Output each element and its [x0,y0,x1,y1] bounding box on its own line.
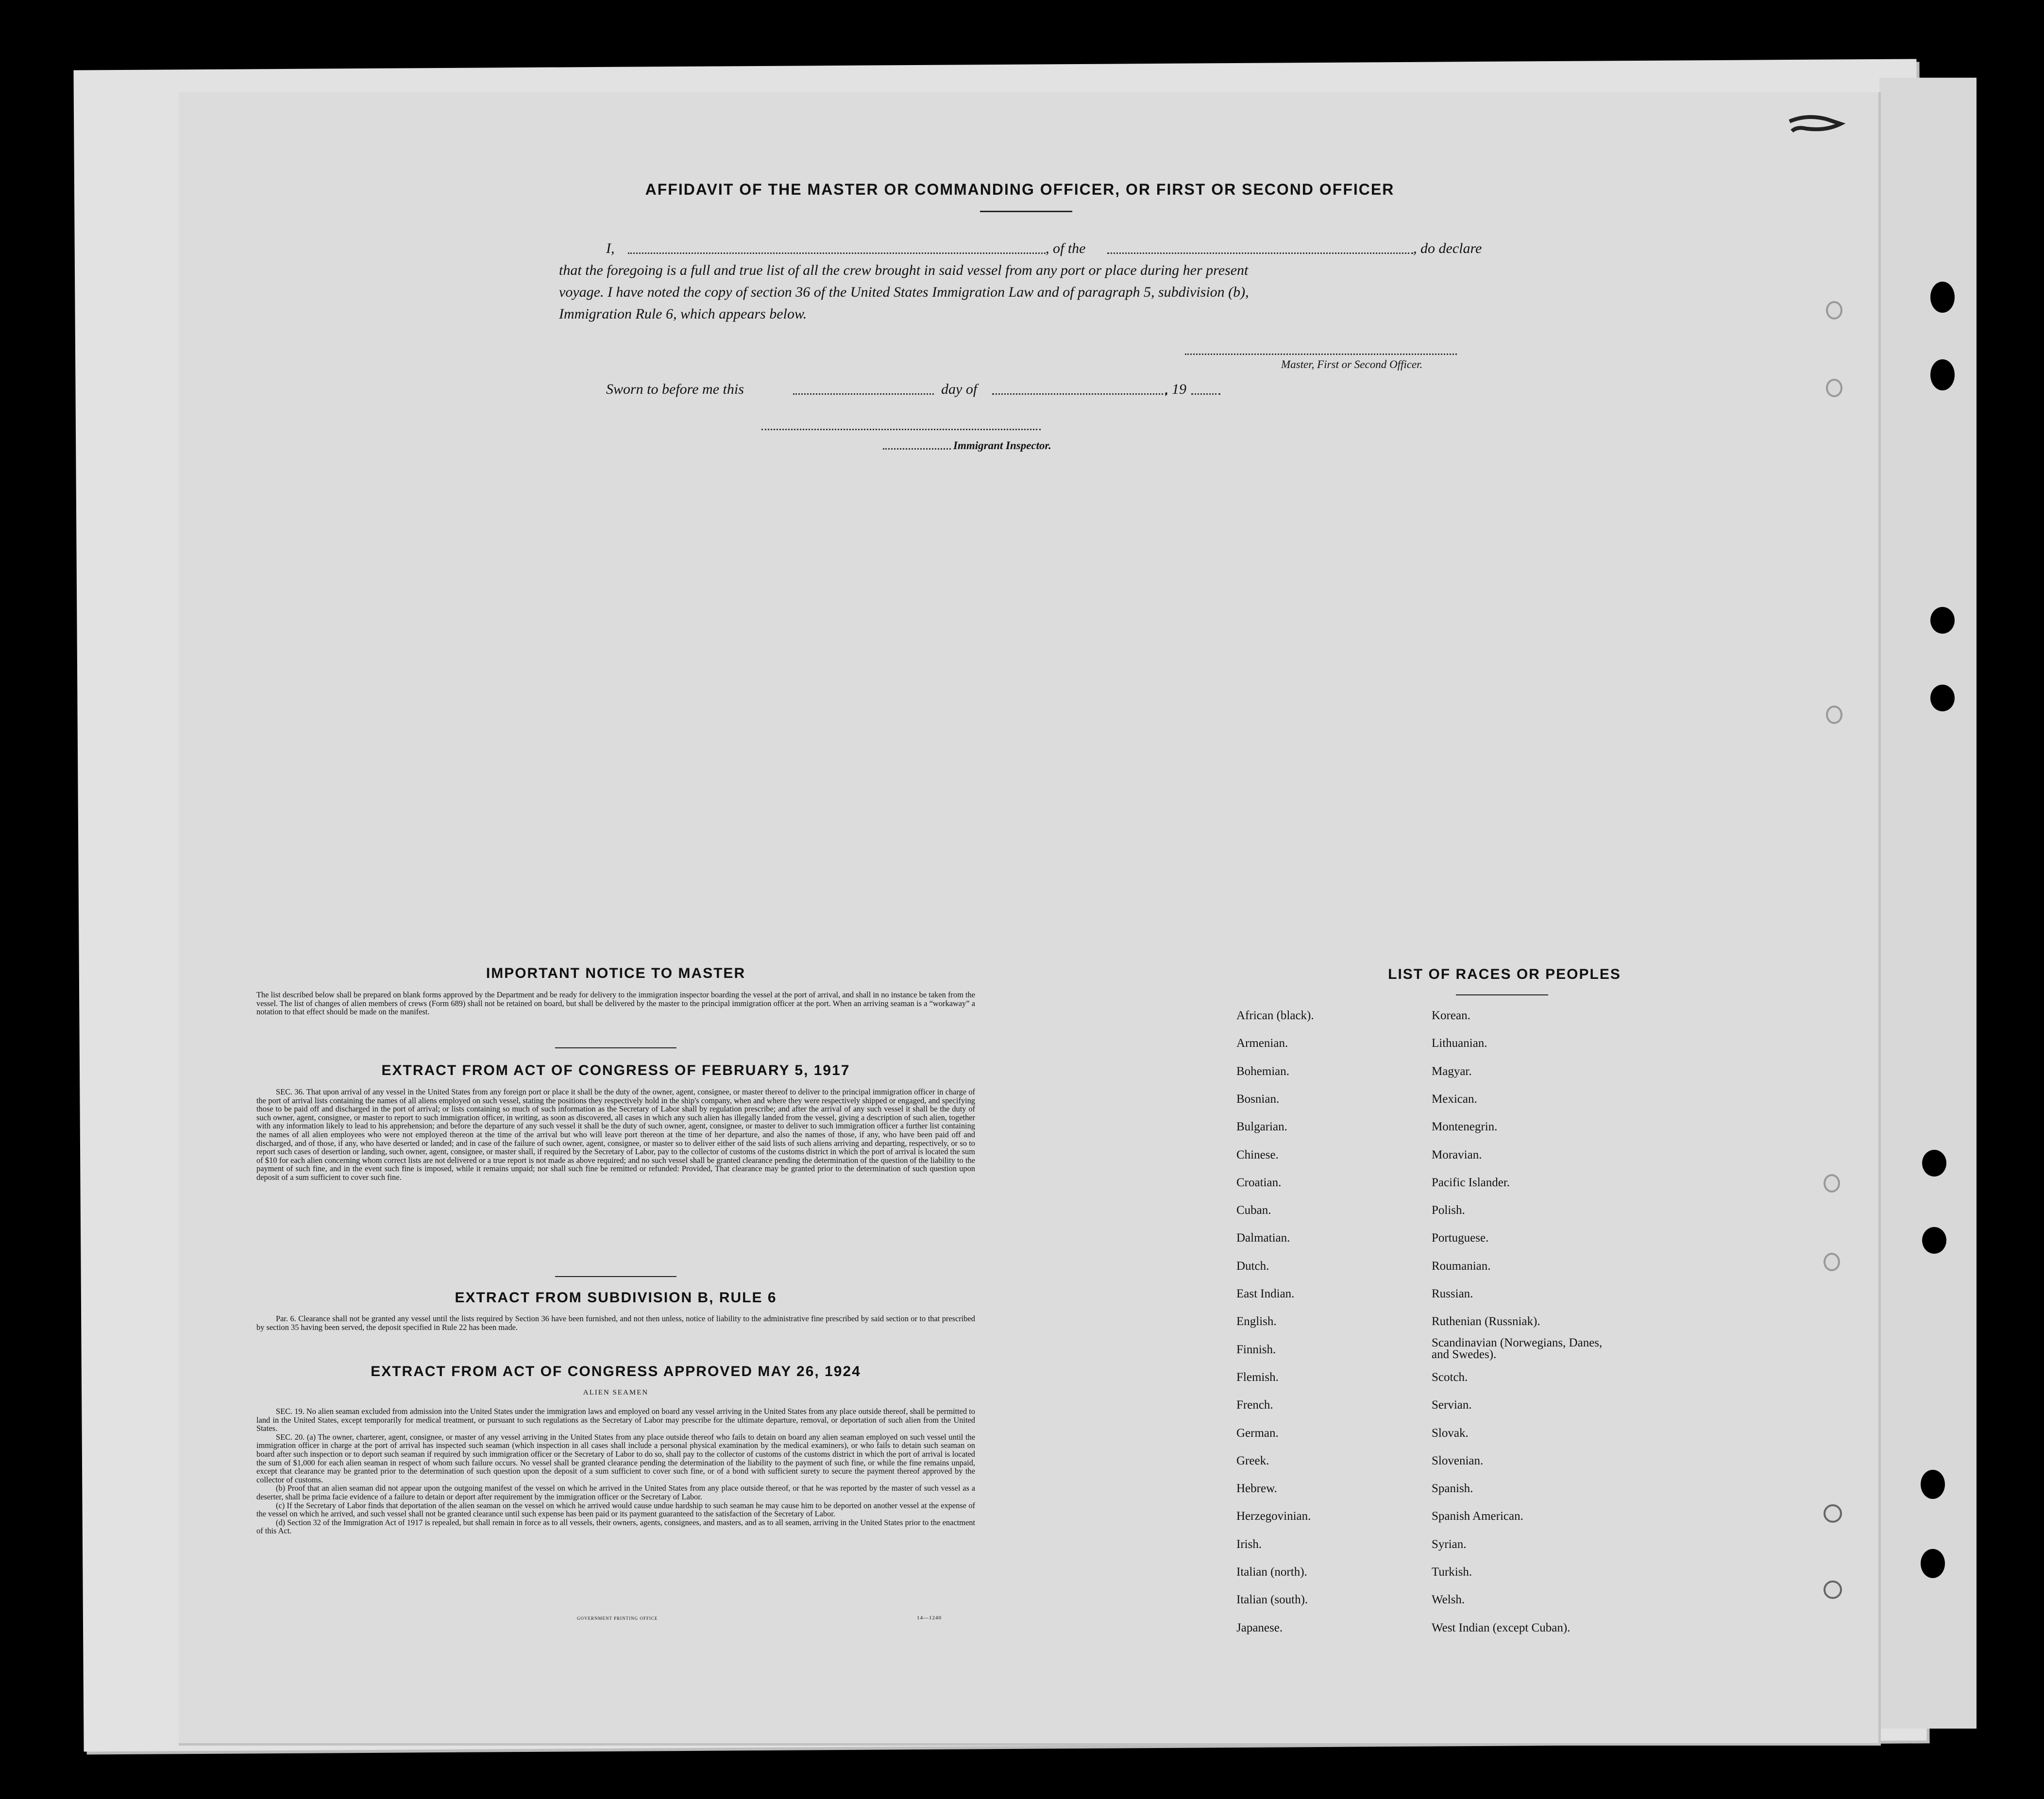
race-item: Polish. [1432,1204,1465,1217]
binder-hole [1921,1549,1945,1578]
affidavit-title: AFFIDAVIT OF THE MASTER OR COMMANDING OFFICER, OR FIRST OR SECOND OFFICER [645,181,1395,198]
sworn-day-of: day of [941,381,978,397]
race-item: Japanese. [1236,1621,1283,1634]
affidavit-line-1 [606,238,1553,259]
binder-ring [1824,1504,1842,1523]
race-item: Bulgarian. [1236,1120,1287,1134]
sec-20a-text: SEC. 20. (a) The owner, charterer, agent, consignee, or master of any vessel arriving in the United States from any place outside thereof who fails to detain on board any alien seaman employed on such vessel until the immigration officer in charge at the port of arrival has inspected such seaman (which inspection in all cases shall include a personal physical examination by the medical examiners), or who fails to detain such seaman on board after such inspection or to deport such seaman if required by such immigration officer or the Secretary of Labor to do so, shall pay to the collector of customs of the customs district in which the port of arrival is located the sum of $1,000 for each alien seaman in respect of whom such failure occurs. No vessel shall be granted clearance pending the determination of the liability to the payment of such fine, or while the fine remains unpaid, except that clearance may be granted prior to the determination of such question upon the deposit of a sum sufficient to cover such fine, or of a bond with sufficient surety to secure the payment thereof approved by the collector of customs. [256,1432,975,1484]
race-item: Scandinavian (Norwegians, Danes, and Swedes). [1432,1336,1603,1361]
binder-hole [1930,359,1955,390]
sec-20d-text: (d) Section 32 of the Immigration Act of 1917 is repealed, but shall remain in force as to all vessels, their owners, agents, consignees, and masters, and as to all seamen, arriving in the United States prior to the enactment of this Act. [256,1517,975,1536]
race-item: Magyar. [1432,1064,1472,1078]
affidavit-line-3: voyage. I have noted the copy of section 36 of the United States Immigration Law and of paragraph 5, subdivision (b), [559,284,1249,300]
extract-1917-rule [555,1276,676,1277]
race-item: Scotch. [1432,1370,1468,1384]
extract-1924-title: EXTRACT FROM ACT OF CONGRESS APPROVED MAY 26, 1924 [371,1363,861,1379]
races-right-column [1432,1009,1636,1640]
form-number: 14—1240 [917,1615,942,1621]
race-item: Russian. [1432,1287,1473,1300]
extract-1917-body [256,1088,975,1182]
race-item: Moravian. [1432,1148,1482,1161]
race-item: English. [1236,1315,1277,1328]
affidavit-line-2: that the foregoing is a full and true list of all the crew brought in said vessel from any port or place during her present [559,262,1249,278]
sworn-line [606,379,1335,400]
races-title: LIST OF RACES OR PEOPLES [1388,966,1621,982]
binder-hole [1930,685,1955,711]
race-item: East Indian. [1236,1287,1295,1300]
binder-ring [1824,1174,1840,1193]
notice-rule [555,1047,676,1048]
alien-seamen-subtitle: ALIEN SEAMEN [583,1389,649,1396]
race-item: Montenegrin. [1432,1120,1498,1134]
affidavit-title-rule [980,211,1072,212]
race-item: Korean. [1432,1009,1470,1022]
name-blank[interactable] [628,252,1046,254]
notice-body: The list described below shall be prepared on blank forms approved by the Department and be ready for delivery to the immigration inspector boarding the vessel at the port of arrival, and shall in no instance be taken from the vessel. The list of changes of alien members of crews (Form 689) shall not be retained on board, but shall be delivered by the master to the principal immigration officer at the port. When an arriving seaman is a “workaway” a notation to that effect should be made on the manifest. [256,990,975,1017]
binder-ring [1826,706,1842,724]
race-item: Herzegovinian. [1236,1510,1311,1523]
sec-36-text: SEC. 36. That upon arrival of any vessel in the United States from any foreign port or place it shall be the duty of the owner, agent, consignee, or master thereof to deliver to the principal immigration officer in charge of the port of arrival lists containing the names of all aliens employed on such vessel, stating the positions they respectively hold in the ship's company, when and where they were respectively shipped or engaged, and specifying those to be paid off and discharged in the port of arrival; or lists containing so much of such information as the Secretary of Labor shall by regulation prescribe; and after the arrival of any such vessel it shall be the duty of such owner, agent, consignee, or master to report to such immigration officer, in writing, as soon as discovered, all cases in which any such alien has illegally landed from the vessel, giving a description of such alien, together with any information likely to lead to his apprehension; and before the departure of any such vessel it shall be the duty of such owner, agent, consignee, or master to deliver to such immigration officer a further list containing the names of all alien employees who were not employed thereon at the time of the arrival but who will leave port thereon at the time of her departure, and also the names of those, if any, who have been paid off and discharged, and of those, if any, who have deserted or landed; and in case of the failure of such owner, agent, consignee, or master so to deliver either of the said lists of such aliens arriving and departing, respectively, or so to report such cases of desertion or landing, such owner, agent, consignee, or master shall, if required by the Secretary of Labor, pay to the collector of customs of the customs district in which the port of arrival is located the sum of $10 for each alien concerning whom correct lists are not delivered or a true report is not made as above required; and no such vessel shall be granted clearance pending the determination of the question of the liability to the payment of such fine, and in the event such fine is imposed, while it remains unpaid; nor shall such fine be remitted or refunded: Provided, That clearance may be granted prior to the determination of such question upon deposit of a sum sufficient to cover such fine. [256,1087,975,1182]
race-item: Ruthenian (Russniak). [1432,1315,1540,1328]
races-left-column [1236,1009,1431,1640]
race-item: German. [1236,1426,1279,1440]
manifest-sheet [179,92,1881,1746]
extract-1924-body [256,1407,975,1535]
sec-20c-text: (c) If the Secretary of Labor finds that deportation of the alien seaman on the vessel on which he arrived would cause undue hardship to such seaman he may cause him to be deported on another vessel at the expense of the vessel on which he arrived, and such vessel shall not be granted clearance until such expense has been paid or its payment guaranteed to the satisfaction of the Secretary of Labor. [256,1500,975,1519]
vessel-blank[interactable] [1107,252,1413,254]
race-item: Dalmatian. [1236,1231,1290,1245]
race-item: Turkish. [1432,1565,1472,1579]
binder-ring [1826,301,1842,319]
paper-clip-mark [1787,112,1845,141]
sec-20b-text: (b) Proof that an alien seaman did not appear upon the outgoing manifest of the vessel on which he arrived in the United States from any place outside thereof, or that he was reported by the master of such vessel as a deserter, shall be prima facie evidence of a failure to detain or deport after requirement by the immigration officer or the Secretary of Labor. [256,1483,975,1501]
binder-hole [1930,607,1955,634]
race-item: Portuguese. [1432,1231,1489,1245]
binder-ring [1824,1580,1842,1599]
race-item: Servian. [1432,1398,1472,1412]
sworn-year: , 19 [1165,381,1186,397]
binder-hole [1922,1150,1946,1177]
race-item: Greek. [1236,1454,1269,1467]
race-item: Welsh. [1432,1593,1465,1607]
race-item: Chinese. [1236,1148,1279,1161]
race-item: Syrian. [1432,1537,1467,1551]
day-blank[interactable] [793,393,934,395]
race-item: Flemish. [1236,1370,1279,1384]
race-item: Dutch. [1236,1259,1269,1273]
races-title-rule [1456,994,1548,995]
race-item: Armenian. [1236,1037,1288,1050]
race-item: Irish. [1236,1537,1262,1551]
notice-title: IMPORTANT NOTICE TO MASTER [486,965,746,981]
rule6-title: EXTRACT FROM SUBDIVISION B, RULE 6 [455,1290,777,1306]
binder-hole [1921,1470,1945,1499]
inspector-blank[interactable] [883,448,951,450]
race-item: French. [1236,1398,1273,1412]
year-blank[interactable] [1191,393,1220,395]
race-item: Spanish American. [1432,1510,1523,1523]
race-item: Roumanian. [1432,1259,1491,1273]
affidavit-line-4: Immigration Rule 6, which appears below. [559,306,807,322]
par-6-text: Par. 6. Clearance shall not be granted any vessel until the lists required by Section 36 have been furnished, and not then unless, notice of liability to the administrative fine prescribed by said section or to that prescribed by section 35 having been served, the deposit specified in Rule 22 has been made. [256,1314,975,1332]
race-item: Bohemian. [1236,1064,1290,1078]
race-item: Italian (north). [1236,1565,1307,1579]
binder-ring [1826,379,1842,397]
binder-hole [1930,282,1955,313]
extract-1917-title: EXTRACT FROM ACT OF CONGRESS OF FEBRUARY 5, 1917 [381,1062,850,1078]
affidavit-line1-end: , do declare [1413,240,1482,256]
race-item: Italian (south). [1236,1593,1308,1607]
master-signature-line[interactable] [1185,353,1457,355]
race-item: Slovenian. [1432,1454,1484,1467]
race-item: Hebrew. [1236,1482,1277,1496]
affidavit-line1-mid: , of the [1046,240,1086,256]
race-item: Finnish. [1236,1343,1276,1356]
printer-imprint: GOVERNMENT PRINTING OFFICE [577,1616,658,1621]
race-item: Lithuanian. [1432,1037,1487,1050]
race-item: Croatian. [1236,1176,1282,1189]
binder-ring [1824,1253,1840,1271]
rule6-body [256,1314,975,1331]
race-item: Spanish. [1432,1482,1473,1496]
race-item: Bosnian. [1236,1092,1280,1106]
race-item: Pacific Islander. [1432,1176,1510,1189]
sworn-start: Sworn to before me this [606,381,744,397]
inspector-signature-line[interactable] [761,429,1041,430]
race-item: West Indian (except Cuban). [1432,1621,1571,1634]
master-signature-label: Master, First or Second Officer. [1281,358,1423,370]
race-item: Mexican. [1432,1092,1477,1106]
sec-19-text: SEC. 19. No alien seaman excluded from admission into the United States under the immigration laws and employed on board any vessel arriving in the United States from any place outside thereof, shall be permitted to land in the United States, except temporarily for medical treatment, or pursuant to such regulations as the Secretary of Labor may prescribe for the ultimate departure, removal, or deportation of such alien from the United States. [256,1407,975,1433]
race-item: Cuban. [1236,1204,1271,1217]
binder-hole [1922,1227,1946,1254]
month-blank[interactable] [992,393,1167,395]
inspector-label-text: Immigrant Inspector. [953,439,1051,452]
race-item: Slovak. [1432,1426,1469,1440]
affidavit-line1-start: I, [606,240,615,256]
race-item: African (black). [1236,1009,1314,1022]
